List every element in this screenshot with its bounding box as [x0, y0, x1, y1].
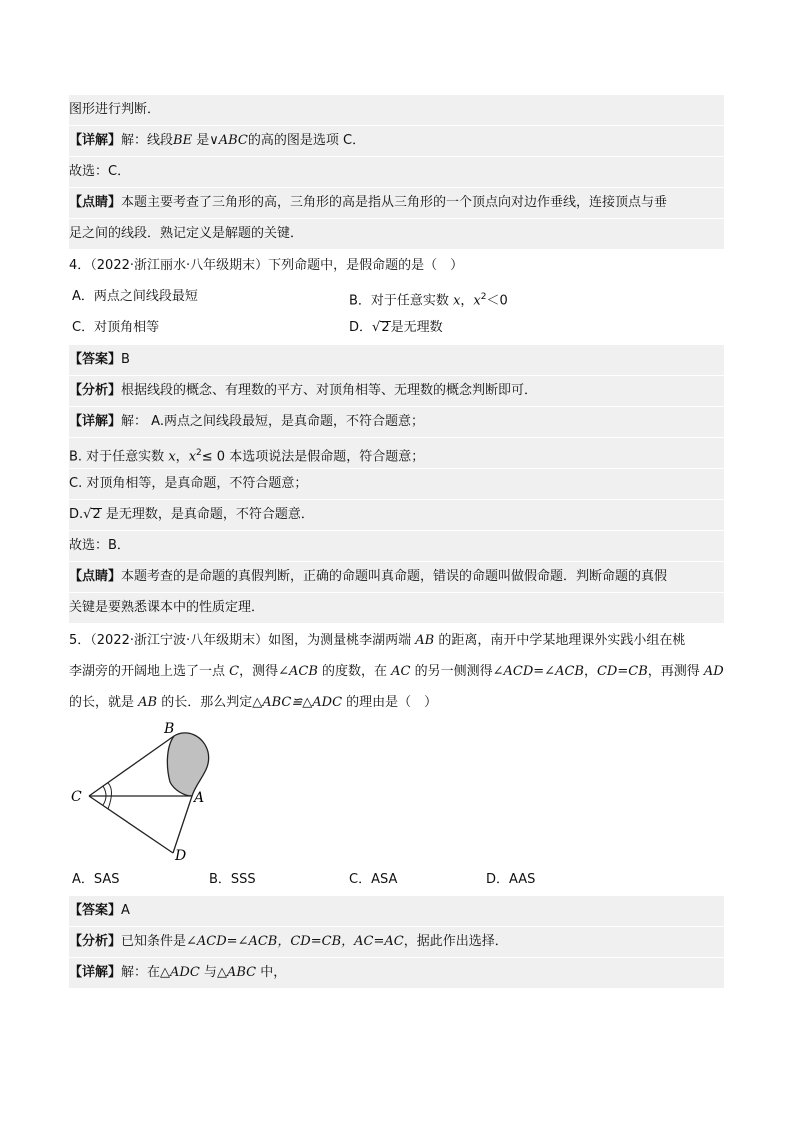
option-b: B．对于任意实数 x，$x^2<0$	[349, 292, 508, 309]
sqrt-symbol: √2	[372, 320, 390, 335]
question-4-options-row2	[69, 313, 724, 343]
segment-cb	[89, 736, 174, 796]
selection-4: 故选：B．	[69, 531, 724, 561]
option-c: C．ASA	[349, 872, 398, 887]
option-d: D．√2是无理数	[349, 313, 443, 343]
question-5-line2: 李湖旁的开阔地上选了一点 C，测得∠ACB 的度数，在 AC 的另一侧测得∠ACD=∠ACB，CD=CB，再测得 AD	[69, 664, 724, 679]
detail-4-b: B. 对于任意实数 x，$x^2\le 0$ 本选项说法是假命题，符合题意；	[69, 438, 724, 468]
question-5-options	[69, 865, 724, 895]
point-c-label: C	[71, 789, 82, 805]
question-4-options-row1	[69, 282, 724, 312]
option-a: A．SAS	[72, 872, 120, 887]
detail-4-d: D.√2 是无理数，是真命题，不符合题意．	[69, 500, 724, 530]
point-a-label: A	[194, 790, 205, 806]
question-5-line1: 5．（2022·浙江宁波·八年级期末）如图，为测量桃李湖两端 AB 的距离，南开中学某地理课外实践小组在桃	[69, 633, 686, 648]
analysis-5: 【分析】已知条件是∠ACD=∠ACB，CD=CB，AC=AC，据此作出选择．	[69, 927, 724, 957]
segment-cd	[89, 796, 173, 853]
question-5-line3: 的长，就是 AB 的长．那么判定△ABC≌△ADC 的理由是（ ）	[69, 695, 438, 710]
question-4-stem: 4．（2022·浙江丽水·八年级期末）下列命题中，是假命题的是（ ）	[69, 258, 464, 273]
geometry-figure	[62, 712, 222, 872]
detail-5: 【详解】解：在△ADC 与△ABC 中，	[69, 958, 724, 988]
lake-shape	[167, 733, 208, 796]
option-c: C．对顶角相等	[72, 320, 160, 335]
solution-line: 【详解】解：线段BE 是∨ABC的高的图是选项 C．	[69, 126, 724, 156]
comment-4-cont: 关键是要熟悉课本中的性质定理．	[69, 593, 724, 623]
sqrt-symbol: √2	[83, 507, 101, 522]
analysis-4: 【分析】根据线段的概念、有理数的平方、对顶角相等、无理数的概念判断即可．	[69, 376, 724, 406]
solution-line: 足之间的线段．熟记定义是解题的关键．	[69, 219, 724, 249]
point-b-label: B	[164, 721, 175, 737]
comment-4: 【点睛】本题考查的是命题的真假判断，正确的命题叫真命题，错误的命题叫做假命题．判断命题的真假	[69, 562, 724, 592]
option-b: B．SSS	[209, 872, 256, 887]
point-d-label: D	[175, 848, 187, 864]
solution-line: 故选：C．	[69, 157, 724, 187]
answer-4: 【答案】B	[69, 345, 724, 375]
solution-line: 【点睛】本题主要考查了三角形的高，三角形的高是指从三角形的一个顶点向对边作垂线，连接顶点与垂	[69, 188, 724, 218]
answer-5: 【答案】A	[69, 896, 724, 926]
detail-4: 【详解】解： A.两点之间线段最短，是真命题，不符合题意；	[69, 407, 724, 437]
detail-4-c: C. 对顶角相等，是真命题，不符合题意；	[69, 469, 724, 499]
solution-line: 图形进行判断．	[69, 95, 724, 125]
option-d: D．AAS	[486, 872, 536, 887]
segment-ad	[173, 796, 192, 853]
option-a: A．两点之间线段最短	[72, 289, 198, 304]
